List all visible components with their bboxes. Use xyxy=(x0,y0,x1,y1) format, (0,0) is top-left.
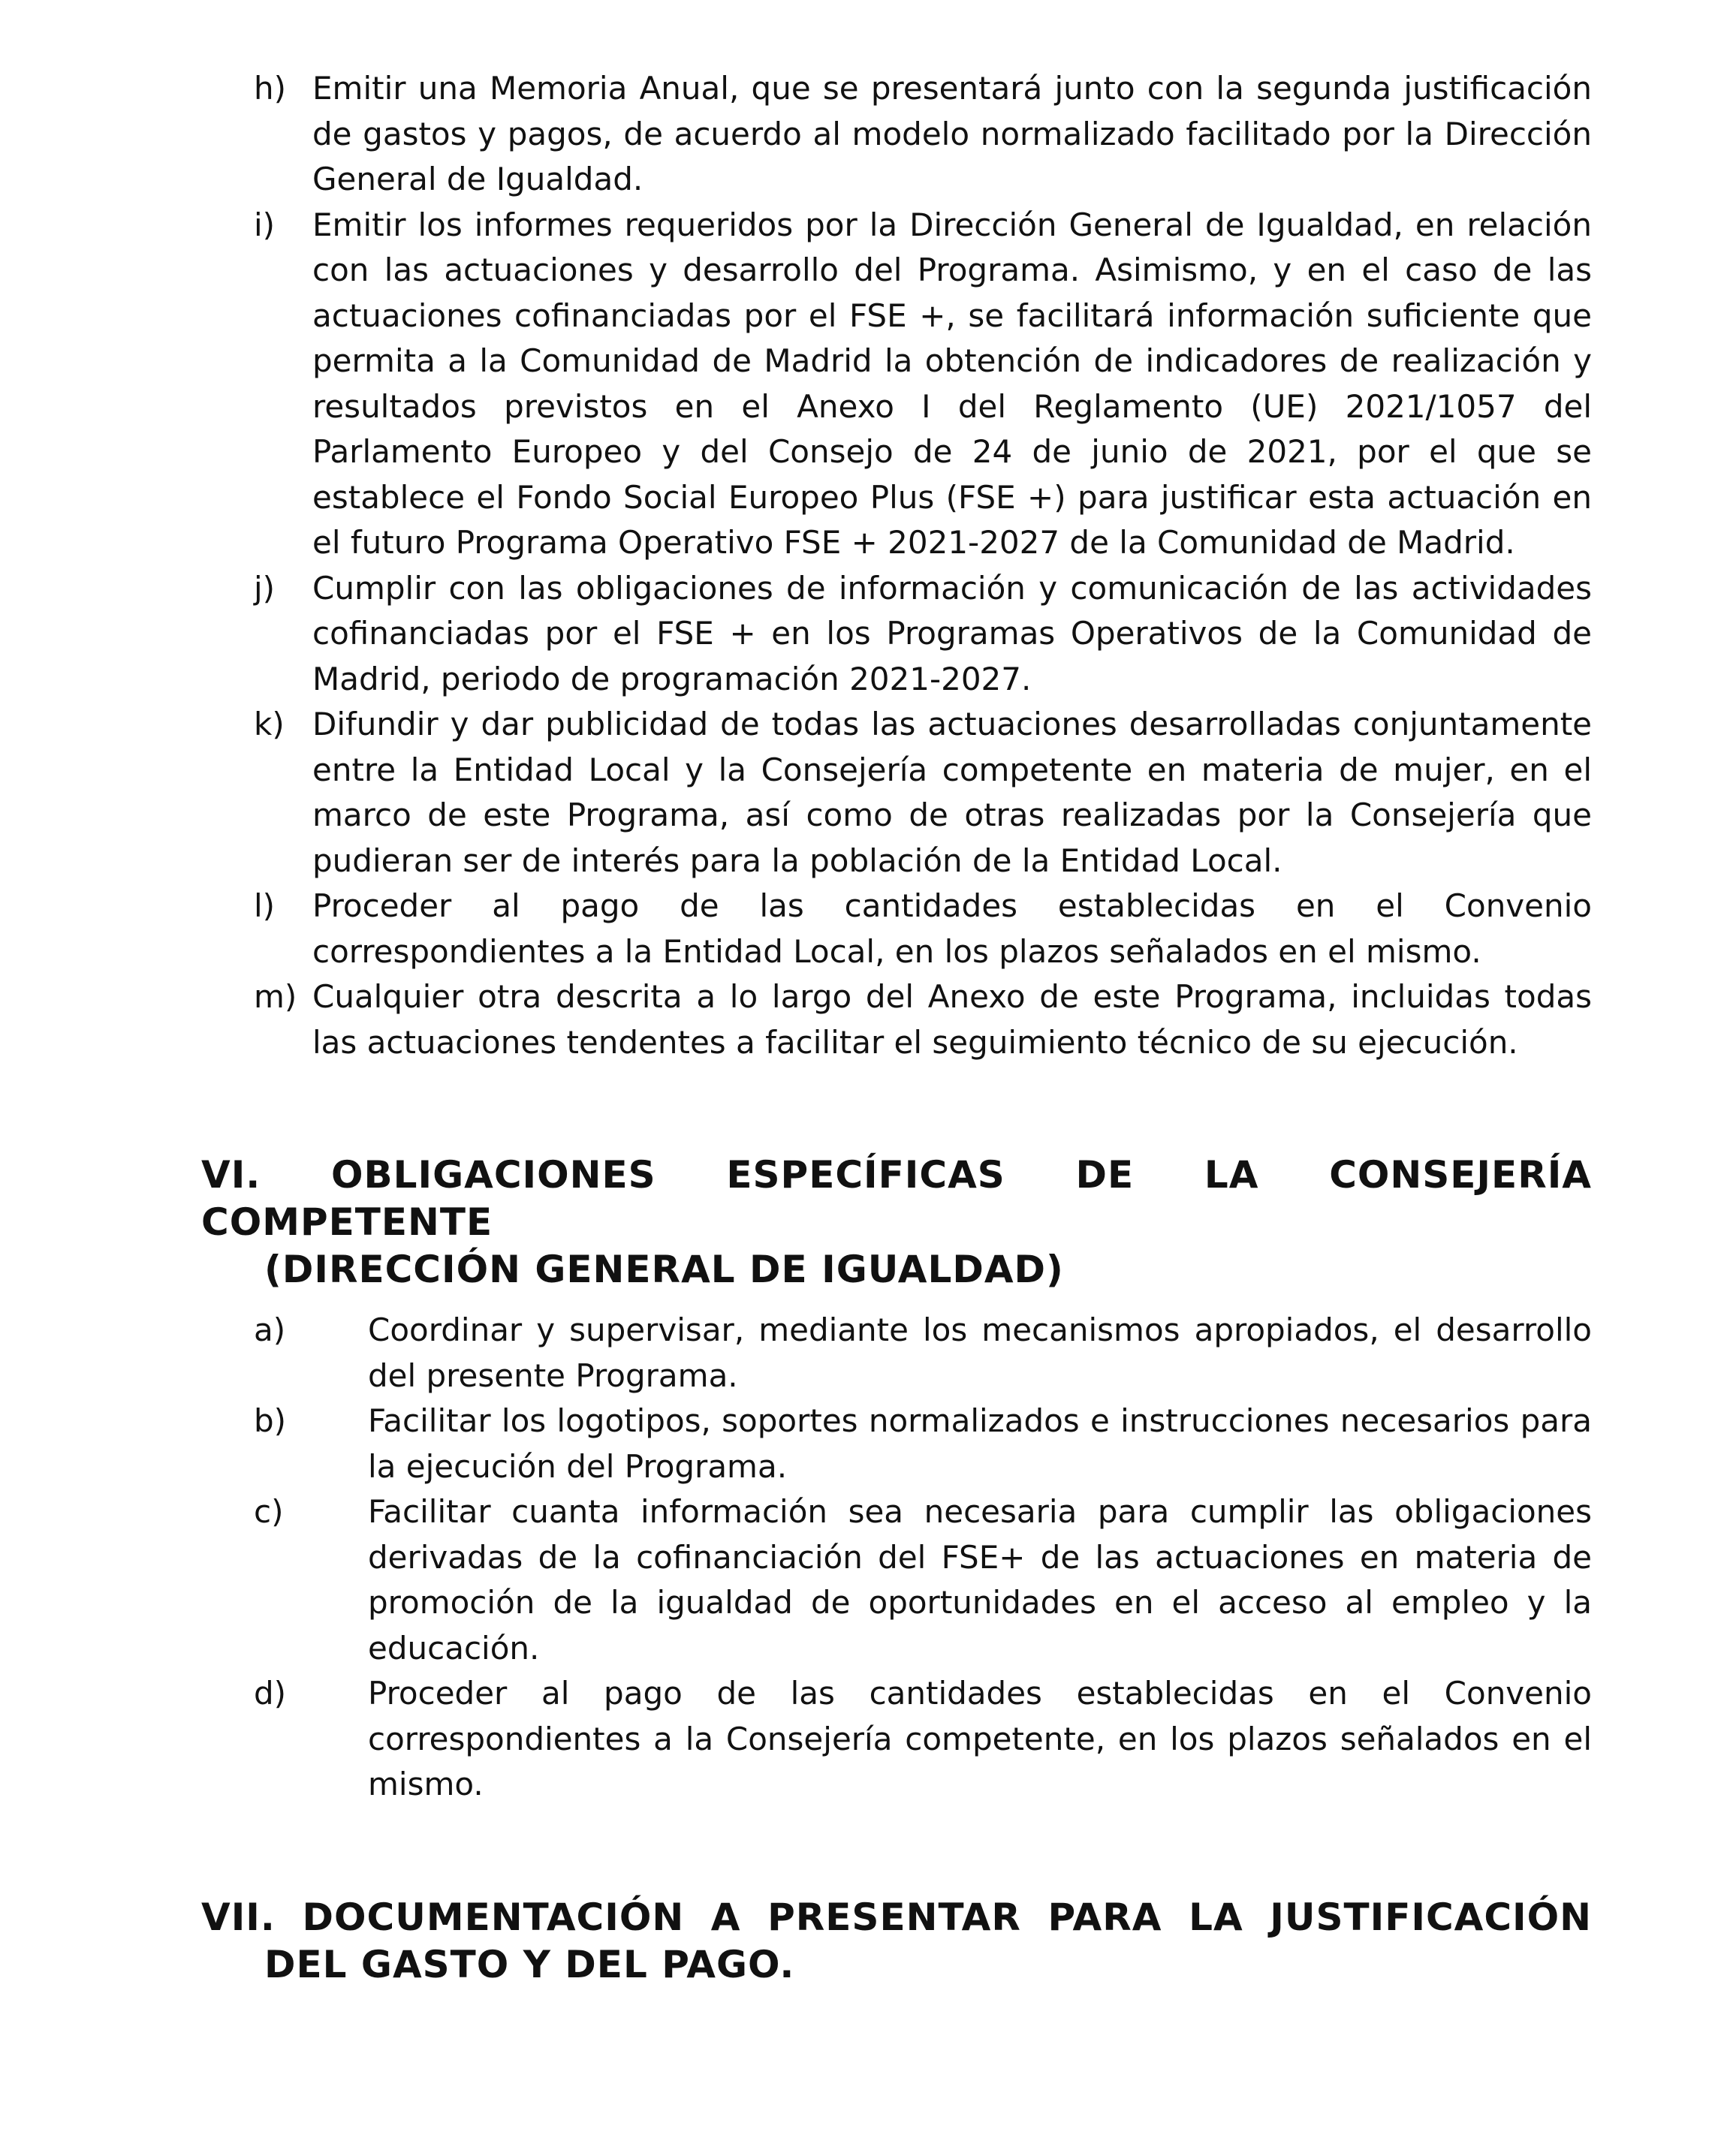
list-item xyxy=(254,702,1592,884)
item-label: j) xyxy=(254,569,276,607)
item-text: Facilitar cuanta información sea necesaria para cumplir las obligaciones derivadas de la cofinanciación del FSE+ de las actuaciones en materia de promoción de la igualdad de oportunidades en el acceso al empleo y la educación. xyxy=(368,1493,1592,1667)
section-number: VI. xyxy=(201,1153,261,1197)
item-text: Coordinar y supervisar, mediante los mecanismos apropiados, el desarrollo del presente Programa. xyxy=(368,1311,1592,1394)
list-item xyxy=(254,1489,1592,1671)
item-text: Proceder al pago de las cantidades establecidas en el Convenio correspondientes a la Entidad Local, en los plazos señalados en el mismo. xyxy=(312,887,1592,970)
item-label: b) xyxy=(254,1402,287,1439)
item-text: Difundir y dar publicidad de todas las actuaciones desarrolladas conjuntamente entre la Entidad Local y la Consejería competente en materia de mujer, en el marco de este Programa, así como de otras realizadas por la Consejería que pudieran ser de interés para la población de la Entidad Local. xyxy=(312,706,1592,879)
item-label: h) xyxy=(254,70,287,107)
obligations-list xyxy=(254,66,1592,1065)
section-vi-heading xyxy=(201,1152,1592,1293)
list-item xyxy=(254,884,1592,974)
section-vi-list xyxy=(254,1308,1592,1808)
item-text: Facilitar los logotipos, soportes normalizados e instrucciones necesarios para la ejecución del Programa. xyxy=(368,1402,1592,1485)
item-label: d) xyxy=(254,1675,287,1712)
section-title-line1: DOCUMENTACIÓN A PRESENTAR PARA LA JUSTIFICACIÓN xyxy=(302,1896,1592,1939)
list-item xyxy=(254,1399,1592,1489)
list-item xyxy=(254,1308,1592,1399)
item-label: k) xyxy=(254,706,285,742)
item-text: Cumplir con las obligaciones de información y comunicación de las actividades cofinanciadas por el FSE + en los Programas Operativos de la Comunidad de Madrid, periodo de programación 2021-2027. xyxy=(312,569,1592,697)
item-text: Emitir los informes requeridos por la Dirección General de Igualdad, en relación con las actuaciones y desarrollo del Programa. Asimismo, y en el caso de las actuaciones cofinanciadas por el FSE +, se facilitará información suficiente que permita a la Comunidad de Madrid la obtención de indicadores de realización y resultados previstos en el Anexo I del Reglamento (UE) 2021/1057 del Parlamento Europeo y del Consejo de 24 de junio de 2021, por el que se establece el Fondo Social Europeo Plus (FSE +) para justificar esta actuación en el futuro Programa Operativo FSE + 2021-2027 de la Comunidad de Madrid. xyxy=(312,206,1592,561)
item-label: m) xyxy=(254,978,297,1015)
list-item xyxy=(254,1671,1592,1808)
item-label: i) xyxy=(254,206,276,243)
item-text: Proceder al pago de las cantidades establecidas en el Convenio correspondientes a la Consejería competente, en los plazos señalados en el mismo. xyxy=(368,1675,1592,1802)
item-label: a) xyxy=(254,1311,286,1348)
section-vii-heading xyxy=(201,1894,1592,1989)
list-item xyxy=(254,66,1592,203)
section-number: VII. xyxy=(201,1896,276,1939)
item-text: Emitir una Memoria Anual, que se presentará junto con la segunda justificación de gastos y pagos, de acuerdo al modelo normalizado facilitado por la Dirección General de Igualdad. xyxy=(312,70,1592,197)
item-label: c) xyxy=(254,1493,284,1530)
section-title-line2: (DIRECCIÓN GENERAL DE IGUALDAD) xyxy=(264,1248,1064,1291)
section-title-line2: DEL GASTO Y DEL PAGO. xyxy=(264,1943,795,1986)
list-item xyxy=(254,203,1592,566)
section-title-line1: OBLIGACIONES ESPECÍFICAS DE LA CONSEJERÍA COMPETENTE xyxy=(201,1153,1592,1244)
item-label: l) xyxy=(254,887,276,924)
item-text: Cualquier otra descrita a lo largo del Anexo de este Programa, incluidas todas las actuaciones tendentes a facilitar el seguimiento técnico de su ejecución. xyxy=(312,978,1592,1061)
list-item xyxy=(254,974,1592,1065)
list-item xyxy=(254,566,1592,703)
